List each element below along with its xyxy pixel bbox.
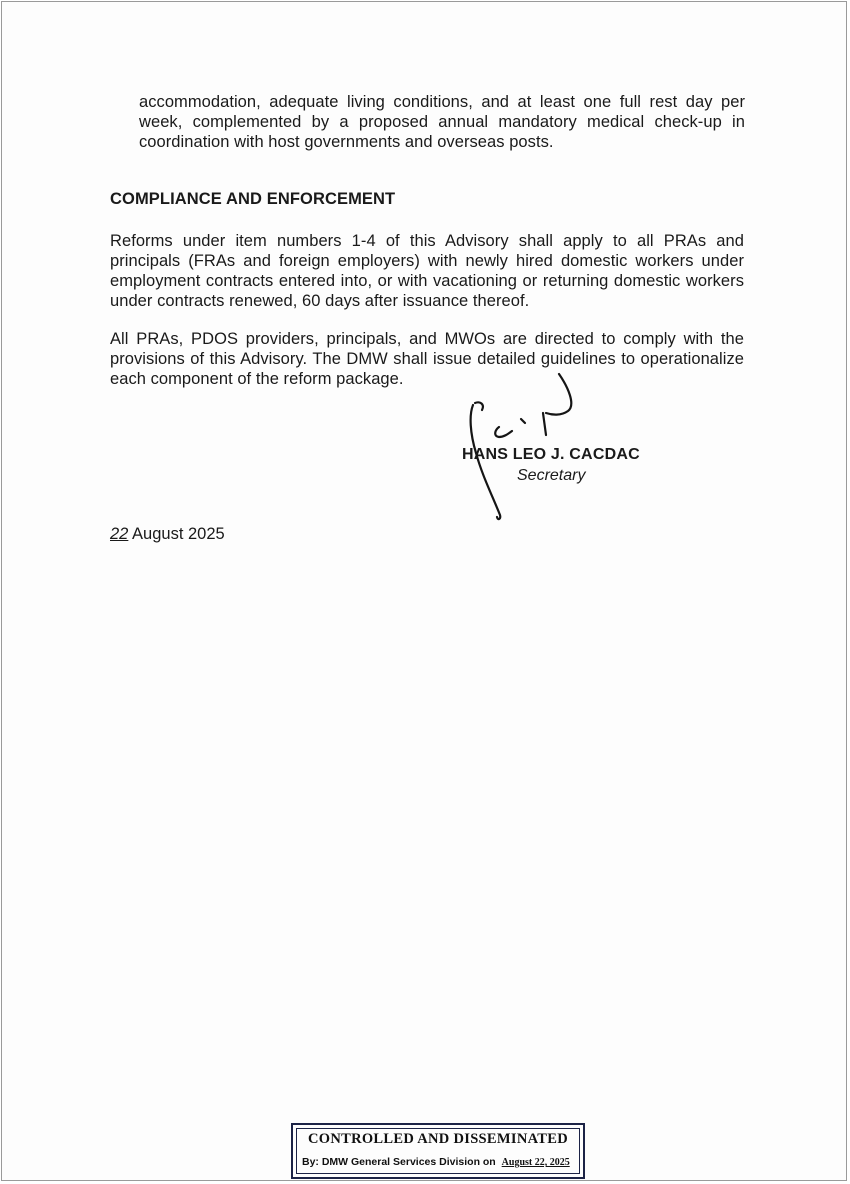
signatory-title: Secretary — [517, 467, 586, 484]
date-month-year: August 2025 — [132, 525, 225, 543]
stamp-by-label: By: DMW General Services Division on — [302, 1156, 496, 1168]
stamp-date: August 22, 2025 — [501, 1157, 570, 1168]
controlled-disseminated-stamp — [291, 1123, 585, 1179]
directive-paragraph: All PRAs, PDOS providers, principals, and MWOs are directed to comply with the provisions of this Advisory. The DMW shall issue detailed guidelines to operationalize each component of the reform package. — [110, 330, 744, 388]
document-page — [1, 1, 847, 1181]
continuation-paragraph: accommodation, adequate living conditions, and at least one full rest day per week, complemented by a proposed annual mandatory medical check-up in coordination with host governments and overseas posts. — [139, 93, 745, 151]
date-day: 22 — [110, 525, 129, 543]
stamp-title: CONTROLLED AND DISSEMINATED — [307, 1131, 569, 1147]
stamp-by-line — [302, 1156, 570, 1168]
issue-date — [110, 525, 225, 544]
section-heading: COMPLIANCE AND ENFORCEMENT — [110, 190, 396, 208]
reforms-paragraph: Reforms under item numbers 1-4 of this Advisory shall apply to all PRAs and principals (FRAs and foreign employers) with newly hired domestic workers under employment contracts entered into, or with vacationing or returning domestic workers under contracts renewed, 60 days after issuance thereof. — [110, 232, 744, 310]
signatory-name: HANS LEO J. CACDAC — [462, 446, 640, 463]
